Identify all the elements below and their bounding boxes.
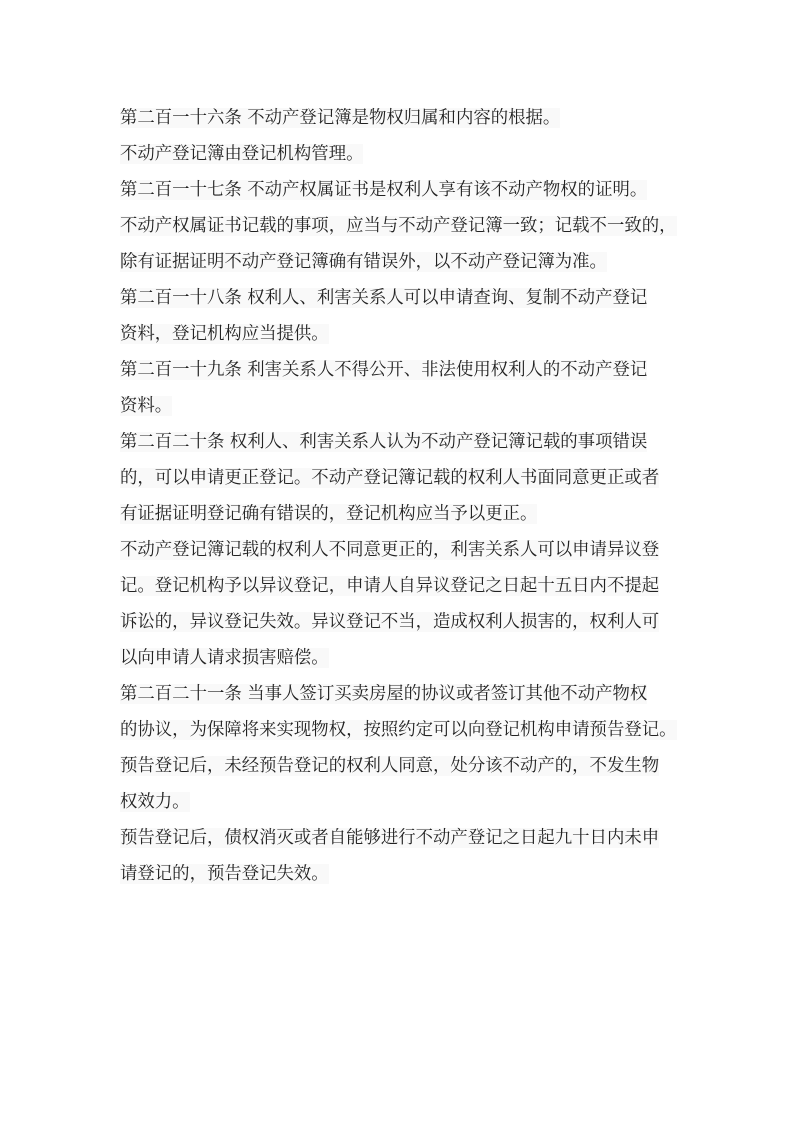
- text-line: 以向申请人请求损害赔偿。: [120, 648, 329, 668]
- text-line: 不动产登记簿由登记机构管理。: [120, 144, 364, 164]
- text-line: 资料。: [120, 396, 173, 416]
- text-line: 预告登记后，债权消灭或者自能够进行不动产登记之日起九十日内未申: [120, 828, 660, 848]
- text-line: 请登记的，预告登记失效。: [120, 864, 329, 884]
- text-line: 资料，登记机构应当提供。: [120, 324, 329, 344]
- text-line: 第二百一十七条 不动产权属证书是权利人享有该不动产物权的证明。: [120, 180, 648, 200]
- document-body: [120, 100, 680, 892]
- text-line: 的，可以申请更正登记。不动产登记簿记载的权利人书面同意更正或者: [120, 468, 660, 488]
- article-217: [120, 172, 680, 208]
- text-line: 除有证据证明不动产登记簿确有错误外，以不动产登记簿为准。: [120, 252, 607, 272]
- article-220-clause: [120, 532, 680, 676]
- text-line: 诉讼的，异议登记失效。异议登记不当，造成权利人损害的，权利人可: [120, 612, 660, 632]
- text-line: 不动产登记簿记载的权利人不同意更正的，利害关系人可以申请异议登: [120, 540, 660, 560]
- text-line: 第二百二十一条 当事人签订买卖房屋的协议或者签订其他不动产物权: [120, 684, 648, 704]
- article-217-clause: [120, 208, 680, 280]
- text-line: 权效力。: [120, 792, 190, 812]
- text-line: 第二百二十条 权利人、利害关系人认为不动产登记簿记载的事项错误: [120, 432, 648, 452]
- text-line: 第二百一十八条 权利人、利害关系人可以申请查询、复制不动产登记: [120, 288, 648, 308]
- article-216: [120, 100, 680, 136]
- article-219: [120, 352, 680, 424]
- article-221-clause: [120, 820, 680, 892]
- article-220: [120, 424, 680, 532]
- article-221: [120, 676, 680, 820]
- article-218: [120, 280, 680, 352]
- text-line: 第二百一十六条 不动产登记簿是物权归属和内容的根据。: [120, 108, 561, 128]
- text-line: 不动产权属证书记载的事项，应当与不动产登记簿一致；记载不一致的，: [120, 216, 677, 236]
- text-line: 记。登记机构予以异议登记，申请人自异议登记之日起十五日内不提起: [120, 576, 660, 596]
- text-line: 第二百一十九条 利害关系人不得公开、非法使用权利人的不动产登记: [120, 360, 648, 380]
- article-216-clause: [120, 136, 680, 172]
- text-line: 预告登记后，未经预告登记的权利人同意，处分该不动产的，不发生物: [120, 756, 660, 776]
- text-line: 有证据证明登记确有错误的，登记机构应当予以更正。: [120, 504, 538, 524]
- text-line: 的协议，为保障将来实现物权，按照约定可以向登记机构申请预告登记。: [120, 720, 677, 740]
